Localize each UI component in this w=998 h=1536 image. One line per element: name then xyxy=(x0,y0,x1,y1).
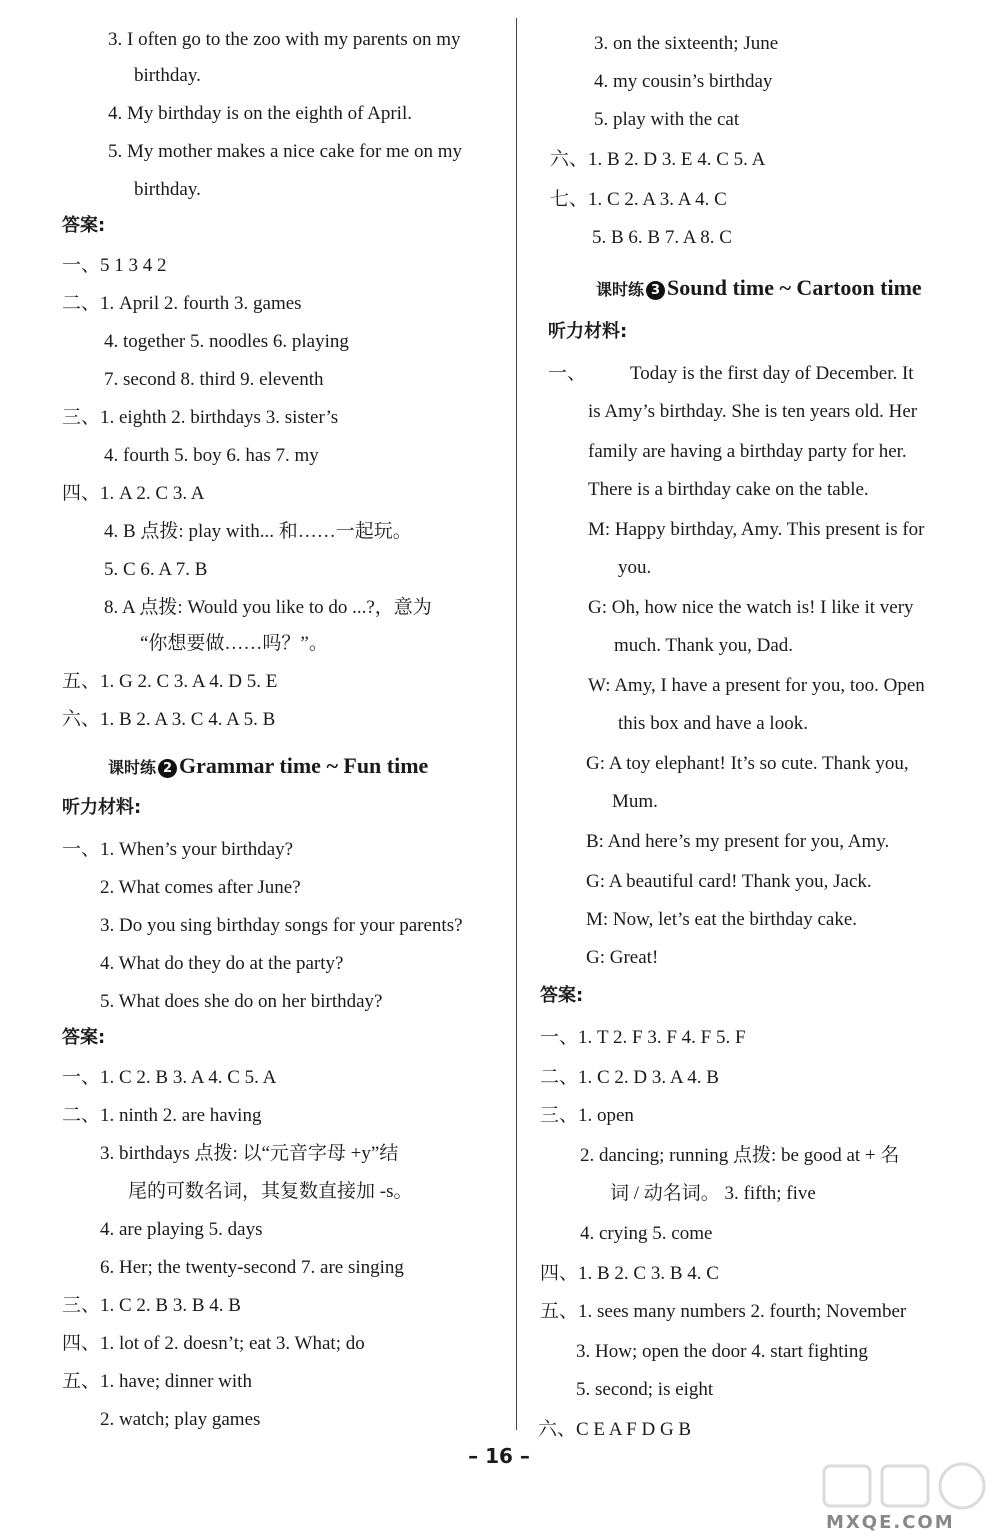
text-line: 答案: xyxy=(62,1027,106,1048)
text-line: G: A beautiful card! Thank you, Jack. xyxy=(586,871,872,892)
text-line: 5. My mother makes a nice cake for me on my xyxy=(108,141,463,162)
text-line: 2. What comes after June? xyxy=(100,877,301,898)
text-line: 六、1. B 2. A 3. C 4. A 5. B xyxy=(62,709,276,730)
text-line: M: Now, let’s eat the birthday cake. xyxy=(586,909,858,930)
text-line: Mum. xyxy=(612,791,658,812)
lesson-prefix: 课时练 xyxy=(108,758,157,777)
text-line: 4. my cousin’s birthday xyxy=(594,71,773,92)
text-line: 词 / 动名词。 3. fifth; five xyxy=(610,1183,816,1204)
text-line: B: And here’s my present for you, Amy. xyxy=(586,831,890,852)
text-line: 五、1. sees many numbers 2. fourth; November xyxy=(540,1301,907,1322)
text-line: this box and have a look. xyxy=(618,713,808,734)
text-line: 三、1. C 2. B 3. B 4. B xyxy=(62,1295,241,1316)
text-line: 四、1. A 2. C 3. A xyxy=(62,483,205,504)
text-line: 五、1. G 2. C 3. A 4. D 5. E xyxy=(62,671,278,692)
lesson-number-badge: 3 xyxy=(646,281,665,300)
text-line: 4. What do they do at the party? xyxy=(100,953,344,974)
lesson-title: Grammar time ~ Fun time xyxy=(179,753,429,778)
text-line: 4. B 点拨: play with... 和……一起玩。 xyxy=(104,521,412,542)
lesson-3-heading xyxy=(596,276,922,302)
text-line: 答案: xyxy=(62,215,106,236)
text-line: 3. How; open the door 4. start fighting xyxy=(576,1341,868,1362)
text-line: G: Great! xyxy=(586,947,659,968)
text-line: is Amy’s birthday. She is ten years old. Her xyxy=(588,401,918,422)
text-line: W: Amy, I have a present for you, too. Open xyxy=(588,675,925,696)
text-line: 一、5 1 3 4 2 xyxy=(62,255,167,276)
lesson-2-heading xyxy=(108,754,428,780)
text-line: birthday. xyxy=(134,65,201,86)
text-line: G: A toy elephant! It’s so cute. Thank you, xyxy=(586,753,909,774)
text-line: 听力材料: xyxy=(62,797,142,818)
text-line: 二、1. April 2. fourth 3. games xyxy=(62,293,302,314)
column-divider xyxy=(516,18,517,1430)
text-line: 8. A 点拨: Would you like to do ...?，意为 xyxy=(104,597,432,618)
text-line: 六、C E A F D G B xyxy=(538,1419,692,1440)
text-line: 5. second; is eight xyxy=(576,1379,714,1400)
text-line: 5. What does she do on her birthday? xyxy=(100,991,383,1012)
text-line: family are having a birthday party for her. xyxy=(588,441,907,462)
text-line: 五、1. have; dinner with xyxy=(62,1371,252,1392)
lesson-prefix: 课时练 xyxy=(596,280,645,299)
text-line: 一、1. When’s your birthday? xyxy=(62,839,294,860)
text-line: you. xyxy=(618,557,652,578)
text-line: 6. Her; the twenty-second 7. are singing xyxy=(100,1257,404,1278)
text-line: 三、1. open xyxy=(540,1105,634,1126)
page-number: – 16 – xyxy=(468,1444,530,1468)
text-line: 二、1. ninth 2. are having xyxy=(62,1105,262,1126)
text-line: 七、1. C 2. A 3. A 4. C xyxy=(550,189,727,210)
text-line: 4. fourth 5. boy 6. has 7. my xyxy=(104,445,319,466)
text-line: 听力材料: xyxy=(548,321,628,342)
text-line: There is a birthday cake on the table. xyxy=(588,479,869,500)
text-line: 4. My birthday is on the eighth of April. xyxy=(108,103,412,124)
text-line: 一、1. C 2. B 3. A 4. C 5. A xyxy=(62,1067,277,1088)
text-line: 一、1. T 2. F 3. F 4. F 5. F xyxy=(540,1027,746,1048)
text-line: birthday. xyxy=(134,179,201,200)
text-line: 一、 xyxy=(548,363,587,384)
text-line: “你想要做……吗？”。 xyxy=(140,633,328,654)
text-line: 三、1. eighth 2. birthdays 3. sister’s xyxy=(62,407,339,428)
text-line: M: Happy birthday, Amy. This present is for xyxy=(588,519,925,540)
watermark-site: MXQE.COM xyxy=(826,1512,955,1533)
text-line: 7. second 8. third 9. eleventh xyxy=(104,369,324,390)
text-line: 四、1. B 2. C 3. B 4. C xyxy=(540,1263,719,1284)
text-line: Today is the first day of December. It xyxy=(630,363,914,384)
text-line: 尾的可数名词，其复数直接加 -s。 xyxy=(128,1181,413,1202)
text-line: 二、1. C 2. D 3. A 4. B xyxy=(540,1067,719,1088)
text-line: 5. C 6. A 7. B xyxy=(104,559,208,580)
text-line: 四、1. lot of 2. doesn’t; eat 3. What; do xyxy=(62,1333,365,1354)
text-line: G: Oh, how nice the watch is! I like it very xyxy=(588,597,914,618)
text-line: 答案: xyxy=(540,985,584,1006)
text-line: 3. birthdays 点拨: 以“元音字母 +y”结 xyxy=(100,1143,399,1164)
text-line: 4. crying 5. come xyxy=(580,1223,713,1244)
lesson-number-badge: 2 xyxy=(158,759,177,778)
text-line: 3. Do you sing birthday songs for your parents? xyxy=(100,915,463,936)
text-line: 5. B 6. B 7. A 8. C xyxy=(592,227,732,248)
text-line: 2. dancing; running 点拨: be good at + 名 xyxy=(580,1145,900,1166)
text-line: 3. I often go to the zoo with my parents on my xyxy=(108,29,461,50)
lesson-title: Sound time ~ Cartoon time xyxy=(667,275,922,300)
text-line: 5. play with the cat xyxy=(594,109,740,130)
text-line: 4. together 5. noodles 6. playing xyxy=(104,331,349,352)
text-line: 2. watch; play games xyxy=(100,1409,261,1430)
text-line: much. Thank you, Dad. xyxy=(614,635,794,656)
text-line: 六、1. B 2. D 3. E 4. C 5. A xyxy=(550,149,766,170)
text-line: 4. are playing 5. days xyxy=(100,1219,263,1240)
text-line: 3. on the sixteenth; June xyxy=(594,33,779,54)
